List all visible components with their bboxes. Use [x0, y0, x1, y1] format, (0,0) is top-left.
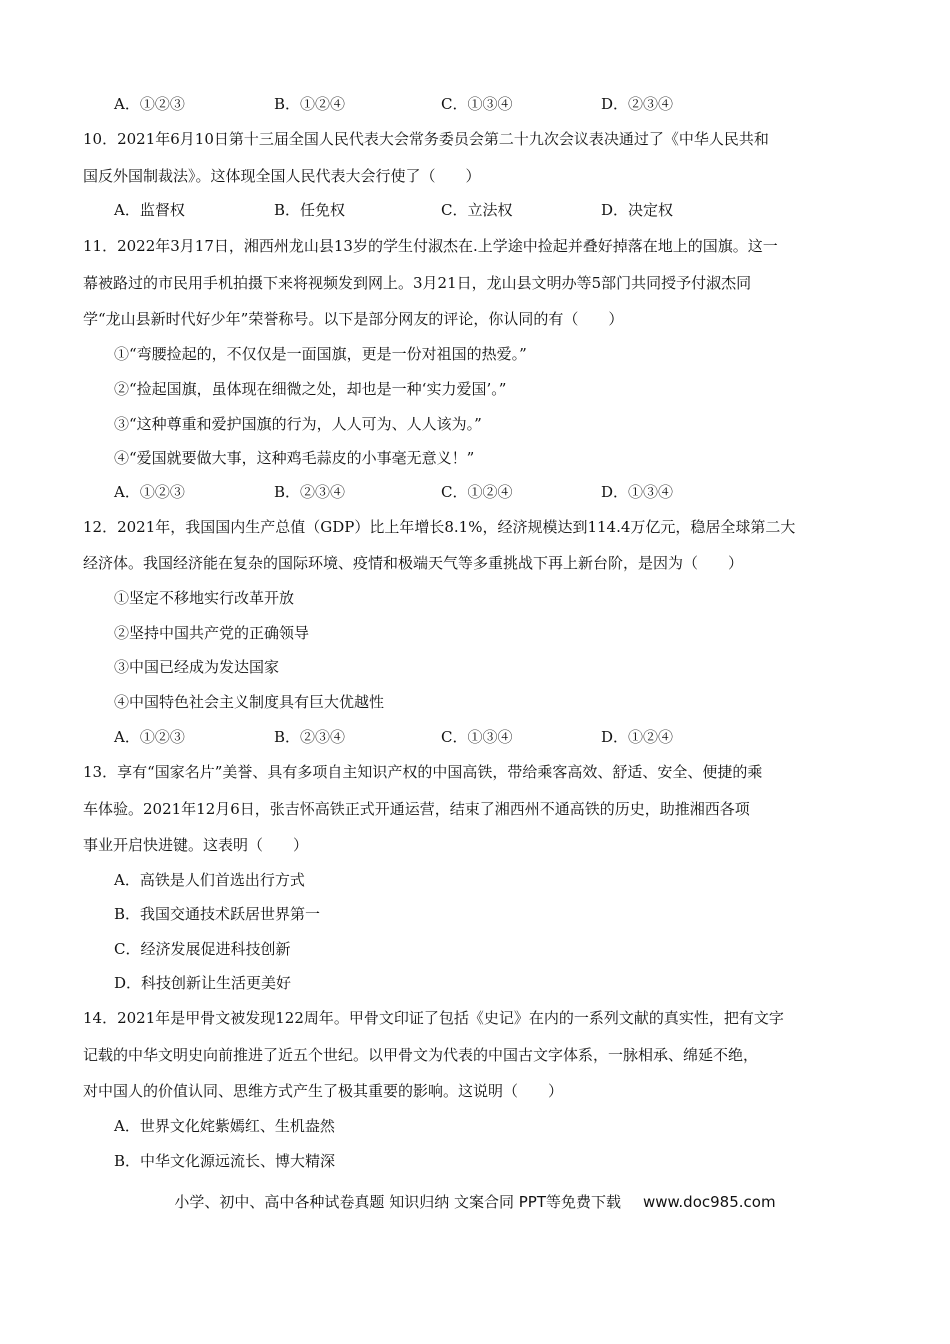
q11-statement-3: ③“这种尊重和爱护国旗的行为，人人可为、人人该为。”	[114, 415, 482, 433]
footer-text: 小学、初中、高中各种试卷真题 知识归纳 文案合同 PPT等免费下载	[174, 1193, 621, 1211]
q9-option-b: B．①②④	[274, 95, 346, 113]
q9-option-d: D．②③④	[601, 95, 674, 113]
q12-statement-1: ①坚定不移地实行改革开放	[114, 589, 295, 607]
q13-option-d: D．科技创新让生活更美好	[114, 974, 292, 992]
q12-statement-2: ②坚持中国共产党的正确领导	[114, 624, 310, 642]
q12-options	[114, 727, 874, 747]
q14-stem-line2: 记载的中华文明史向前推进了近五个世纪。以甲骨文为代表的中国古文字体系，一脉相承、绵延不绝，	[83, 1046, 759, 1064]
q11-statement-1: ①“弯腰捡起的，不仅仅是一面国旗，更是一份对祖国的热爱。”	[114, 345, 527, 363]
q14-option-a: A．世界文化姹紫嫣红、生机盎然	[114, 1117, 335, 1135]
q11-option-a: A．①②③	[114, 483, 185, 501]
q14-stem-line3: 对中国人的价值认同、思维方式产生了极其重要的影响。这说明（ ）	[83, 1082, 564, 1100]
q10-option-d: D．决定权	[601, 201, 674, 219]
q10-stem-line2: 国反外国制裁法》。这体现全国人民代表大会行使了（ ）	[83, 167, 481, 185]
q9-option-c: C．①③④	[441, 95, 513, 113]
q10-stem-line1: 10．2021年6月10日第十三届全国人民代表大会常务委员会第二十九次会议表决通过了《中华人民共和	[83, 130, 769, 148]
page-footer	[0, 1192, 950, 1212]
footer-url-link[interactable]: www.doc985.com	[642, 1193, 776, 1211]
q11-stem-line3: 学“龙山县新时代好少年”荣誉称号。以下是部分网友的评论，你认同的有（ ）	[83, 310, 624, 328]
q14-option-b: B．中华文化源远流长、博大精深	[114, 1152, 336, 1170]
q12-option-d: D．①②④	[601, 728, 674, 746]
q12-stem-line2: 经济体。我国经济能在复杂的国际环境、疫情和极端天气等多重挑战下再上新台阶，是因为（ ）	[83, 554, 744, 572]
q10-option-c: C．立法权	[441, 201, 513, 219]
q13-stem-line3: 事业开启快进键。这表明（ ）	[83, 836, 309, 854]
q11-statement-4: ④“爱国就要做大事，这种鸡毛蒜皮的小事毫无意义！”	[114, 449, 475, 467]
q12-statement-3: ③中国已经成为发达国家	[114, 658, 280, 676]
q11-option-b: B．②③④	[274, 483, 346, 501]
q9-options	[114, 94, 874, 114]
q12-stem-line1: 12．2021年，我国国内生产总值（GDP）比上年增长8.1%，经济规模达到114.4万亿元，稳居全球第二大	[83, 518, 796, 536]
q10-options	[114, 200, 874, 220]
q11-stem-line1: 11．2022年3月17日，湘西州龙山县13岁的学生付淑杰在.上学途中捡起并叠好掉落在地上的国旗。这一	[83, 237, 778, 255]
q11-statement-2: ②“捡起国旗，虽体现在细微之处，却也是一种‘实力爱国’。”	[114, 380, 507, 398]
q12-option-a: A．①②③	[114, 728, 185, 746]
q12-statement-4: ④中国特色社会主义制度具有巨大优越性	[114, 693, 385, 711]
q9-option-a: A．①②③	[114, 95, 185, 113]
q14-stem-line1: 14．2021年是甲骨文被发现122周年。甲骨文印证了包括《史记》在内的一系列文献的真实性，把有文字	[83, 1009, 784, 1027]
q10-option-b: B．任免权	[274, 201, 346, 219]
q13-option-c: C．经济发展促进科技创新	[114, 940, 291, 958]
q11-option-c: C．①②④	[441, 483, 513, 501]
q11-stem-line2: 幕被路过的市民用手机拍摄下来将视频发到网上。3月21日，龙山县文明办等5部门共同授予付淑杰同	[83, 274, 752, 292]
q11-option-d: D．①③④	[601, 483, 674, 501]
q11-options	[114, 482, 874, 502]
q12-option-b: B．②③④	[274, 728, 346, 746]
q13-option-b: B．我国交通技术跃居世界第一	[114, 905, 321, 923]
q13-stem-line2: 车体验。2021年12月6日，张吉怀高铁正式开通运营，结束了湘西州不通高铁的历史，助推湘西各项	[83, 800, 750, 818]
q10-option-a: A．监督权	[114, 201, 185, 219]
q13-option-a: A．高铁是人们首选出行方式	[114, 871, 305, 889]
q13-stem-line1: 13．享有“国家名片”美誉、具有多项自主知识产权的中国高铁，带给乘客高效、舒适、安全、便捷的乘	[83, 763, 763, 781]
q12-option-c: C．①③④	[441, 728, 513, 746]
